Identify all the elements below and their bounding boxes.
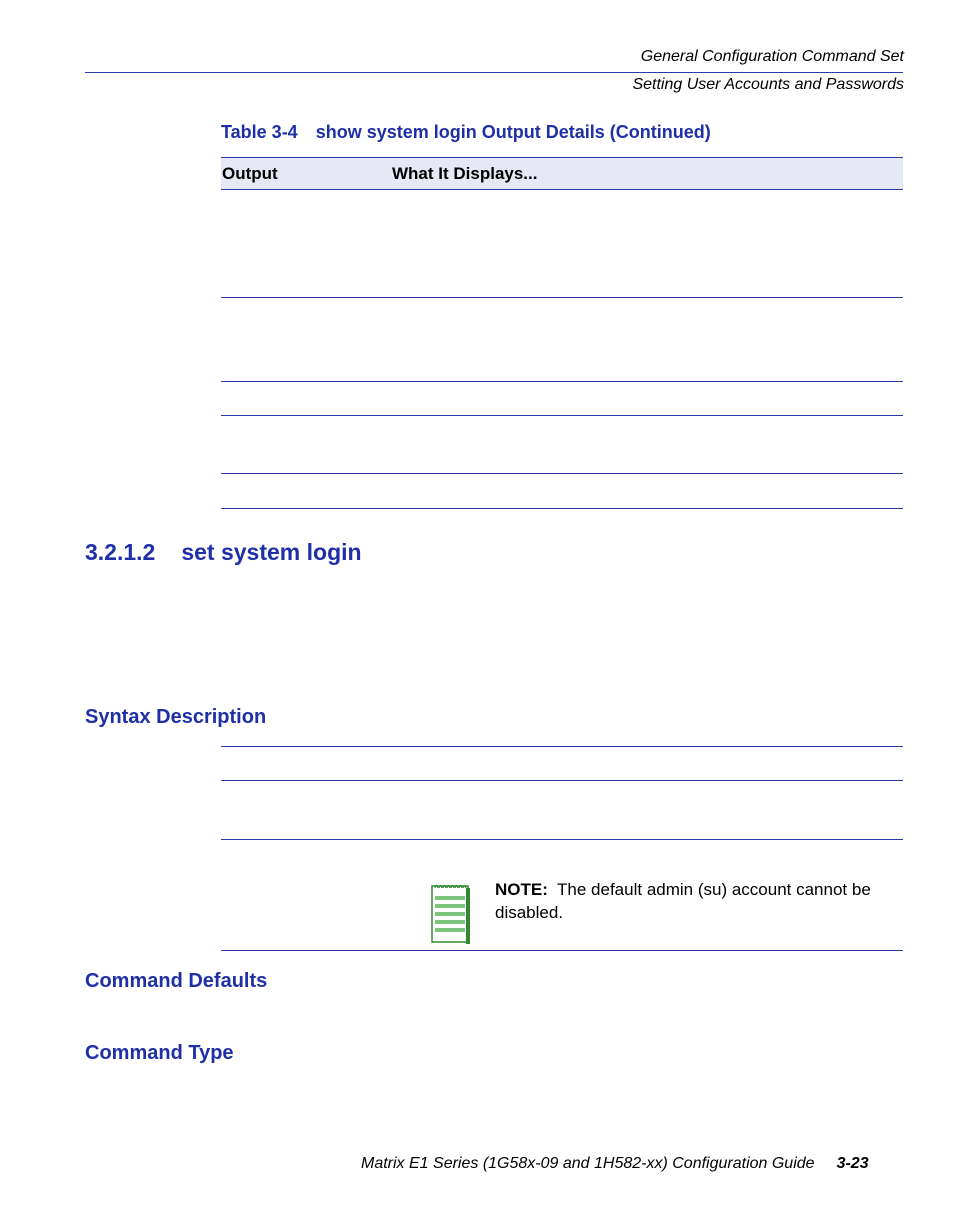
header-rule — [85, 72, 903, 73]
running-header-chapter: General Configuration Command Set — [640, 48, 904, 65]
table-row-divider — [221, 381, 903, 382]
page-number: 3-23 — [836, 1155, 869, 1172]
table-bottom-rule — [221, 508, 903, 509]
table-row-divider — [221, 415, 903, 416]
syntax-description-heading: Syntax Description — [85, 706, 267, 728]
section-title: set system login — [181, 539, 362, 565]
table-caption — [221, 122, 711, 143]
section-number: 3.2.1.2 — [85, 539, 156, 565]
note-body: The default admin (su) account cannot be disabled. — [495, 880, 871, 922]
note-bottom-rule — [221, 950, 903, 951]
column-header-output: Output — [222, 164, 278, 183]
footer-guide-title: Matrix E1 Series (1G58x-09 and 1H582-xx) Configuration Guide — [361, 1155, 815, 1172]
section-heading — [85, 539, 362, 566]
table-row-divider — [221, 473, 903, 474]
note-label: NOTE: — [495, 880, 548, 899]
table-header — [221, 157, 903, 190]
syntax-table-rule — [221, 839, 903, 840]
syntax-table-rule — [221, 746, 903, 747]
syntax-table-rule — [221, 780, 903, 781]
note-text — [495, 878, 905, 924]
page-footer — [361, 1155, 869, 1173]
command-type-heading: Command Type — [85, 1042, 234, 1064]
column-header-what-it-displays: What It Displays... — [392, 164, 538, 183]
note-icon — [430, 882, 472, 944]
table-caption-label: Table 3-4 — [221, 122, 298, 142]
table-caption-title: show system login Output Details (Continued) — [315, 122, 711, 142]
table-row-divider — [221, 297, 903, 298]
running-header-section: Setting User Accounts and Passwords — [632, 76, 904, 93]
command-defaults-heading: Command Defaults — [85, 970, 268, 992]
